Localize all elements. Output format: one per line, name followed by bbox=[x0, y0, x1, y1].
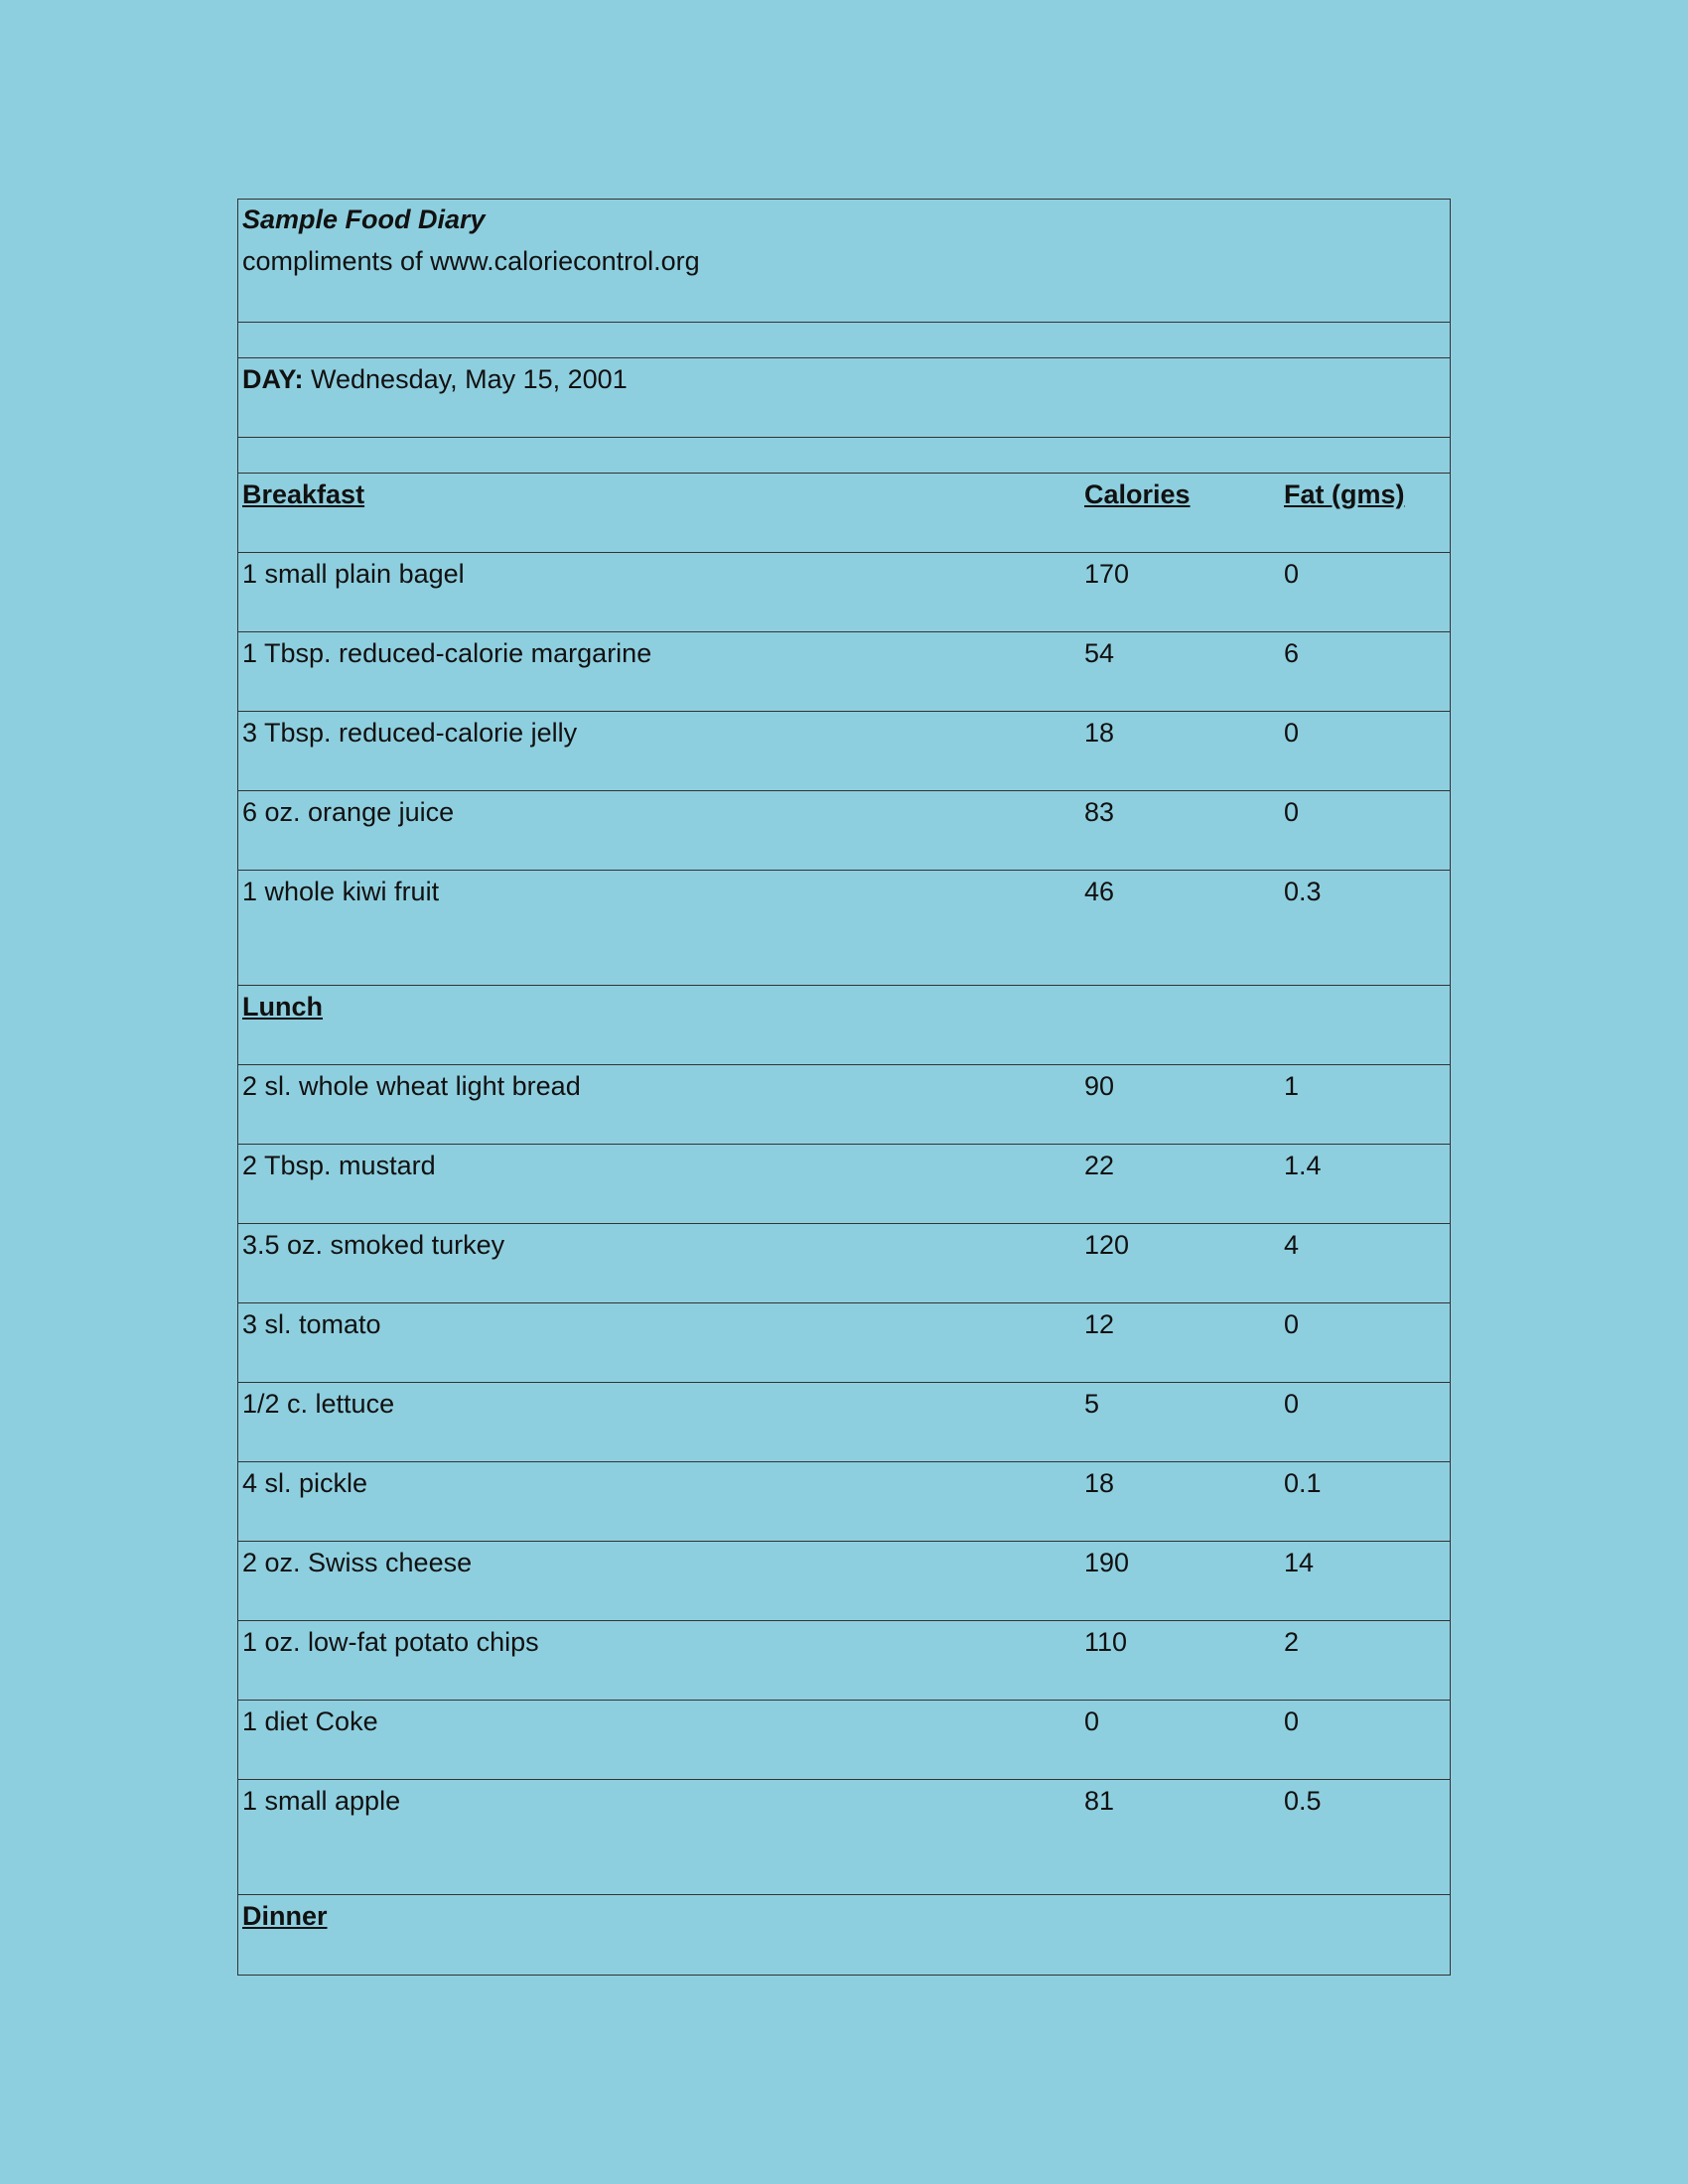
food-item-name: 1 small apple bbox=[242, 1786, 401, 1816]
food-item-name: 1 small plain bagel bbox=[242, 559, 465, 589]
food-item-name: 3.5 oz. smoked turkey bbox=[242, 1230, 505, 1260]
dinner-header-row bbox=[238, 1895, 1450, 1975]
day-value: Wednesday, May 15, 2001 bbox=[303, 364, 628, 394]
table-row bbox=[238, 1701, 1450, 1780]
food-item-fat: 14 bbox=[1284, 1548, 1315, 1577]
food-item-calories: 120 bbox=[1084, 1230, 1130, 1260]
table-row bbox=[238, 1224, 1450, 1303]
food-item-fat: 0.1 bbox=[1284, 1468, 1322, 1498]
food-item-name: 2 sl. whole wheat light bread bbox=[242, 1071, 581, 1101]
diary-title: Sample Food Diary bbox=[242, 205, 486, 234]
food-item-name: 1 Tbsp. reduced-calorie margarine bbox=[242, 638, 652, 668]
title-cell bbox=[238, 200, 1450, 323]
lunch-rows bbox=[238, 1065, 1450, 1859]
food-item-fat: 0.5 bbox=[1284, 1786, 1322, 1816]
calories-column-header: Calories bbox=[1084, 479, 1191, 509]
food-item-name: 1/2 c. lettuce bbox=[242, 1389, 395, 1419]
table-row bbox=[238, 1780, 1450, 1859]
food-item-calories: 0 bbox=[1084, 1706, 1100, 1736]
food-item-calories: 12 bbox=[1084, 1309, 1115, 1339]
table-row bbox=[238, 791, 1450, 871]
food-item-calories: 170 bbox=[1084, 559, 1130, 589]
breakfast-header-row bbox=[238, 474, 1450, 553]
lunch-heading: Lunch bbox=[242, 992, 323, 1022]
food-item-name: 2 Tbsp. mustard bbox=[242, 1151, 436, 1180]
breakfast-heading: Breakfast bbox=[242, 479, 365, 509]
food-item-calories: 18 bbox=[1084, 1468, 1115, 1498]
table-row bbox=[238, 1065, 1450, 1145]
food-item-name: 1 whole kiwi fruit bbox=[242, 877, 440, 906]
table-row bbox=[238, 1542, 1450, 1621]
food-item-calories: 90 bbox=[1084, 1071, 1115, 1101]
food-item-fat: 1 bbox=[1284, 1071, 1300, 1101]
food-item-calories: 18 bbox=[1084, 718, 1115, 748]
food-item-fat: 2 bbox=[1284, 1627, 1300, 1657]
food-diary-table bbox=[237, 199, 1451, 1976]
food-item-calories: 22 bbox=[1084, 1151, 1115, 1180]
food-item-fat: 0 bbox=[1284, 1309, 1300, 1339]
food-item-name: 1 oz. low-fat potato chips bbox=[242, 1627, 539, 1657]
food-item-name: 2 oz. Swiss cheese bbox=[242, 1548, 473, 1577]
day-cell bbox=[242, 363, 628, 395]
food-item-name: 3 Tbsp. reduced-calorie jelly bbox=[242, 718, 578, 748]
food-item-fat: 0 bbox=[1284, 718, 1300, 748]
table-row bbox=[238, 632, 1450, 712]
table-row bbox=[238, 553, 1450, 632]
food-item-fat: 0 bbox=[1284, 797, 1300, 827]
table-row bbox=[238, 1462, 1450, 1542]
food-item-calories: 110 bbox=[1084, 1627, 1128, 1657]
table-row bbox=[238, 1145, 1450, 1224]
food-item-fat: 1.4 bbox=[1284, 1151, 1322, 1180]
food-item-calories: 83 bbox=[1084, 797, 1115, 827]
table-row bbox=[238, 1621, 1450, 1701]
food-item-calories: 46 bbox=[1084, 877, 1115, 906]
diary-subtitle: compliments of www.caloriecontrol.org bbox=[242, 246, 700, 276]
food-item-fat: 6 bbox=[1284, 638, 1300, 668]
table-row bbox=[238, 871, 1450, 950]
spacer-row bbox=[238, 323, 1450, 358]
food-item-name: 6 oz. orange juice bbox=[242, 797, 455, 827]
lunch-header-row bbox=[238, 986, 1450, 1065]
table-row bbox=[238, 1383, 1450, 1462]
dinner-heading: Dinner bbox=[242, 1901, 328, 1931]
day-label: DAY: bbox=[242, 364, 304, 394]
food-item-name: 3 sl. tomato bbox=[242, 1309, 381, 1339]
table-row bbox=[238, 1303, 1450, 1383]
food-item-calories: 81 bbox=[1084, 1786, 1115, 1816]
food-item-calories: 5 bbox=[1084, 1389, 1100, 1419]
food-item-fat: 0.3 bbox=[1284, 877, 1322, 906]
day-row bbox=[238, 358, 1450, 438]
spacer-row bbox=[238, 950, 1450, 986]
food-item-fat: 4 bbox=[1284, 1230, 1300, 1260]
spacer-row bbox=[238, 1859, 1450, 1895]
breakfast-rows bbox=[238, 553, 1450, 950]
fat-column-header: Fat (gms) bbox=[1284, 479, 1405, 509]
food-item-calories: 190 bbox=[1084, 1548, 1130, 1577]
food-item-calories: 54 bbox=[1084, 638, 1115, 668]
food-item-name: 4 sl. pickle bbox=[242, 1468, 368, 1498]
food-item-fat: 0 bbox=[1284, 559, 1300, 589]
table-row bbox=[238, 712, 1450, 791]
food-item-name: 1 diet Coke bbox=[242, 1706, 378, 1736]
food-item-fat: 0 bbox=[1284, 1706, 1300, 1736]
food-item-fat: 0 bbox=[1284, 1389, 1300, 1419]
spacer-row bbox=[238, 438, 1450, 474]
